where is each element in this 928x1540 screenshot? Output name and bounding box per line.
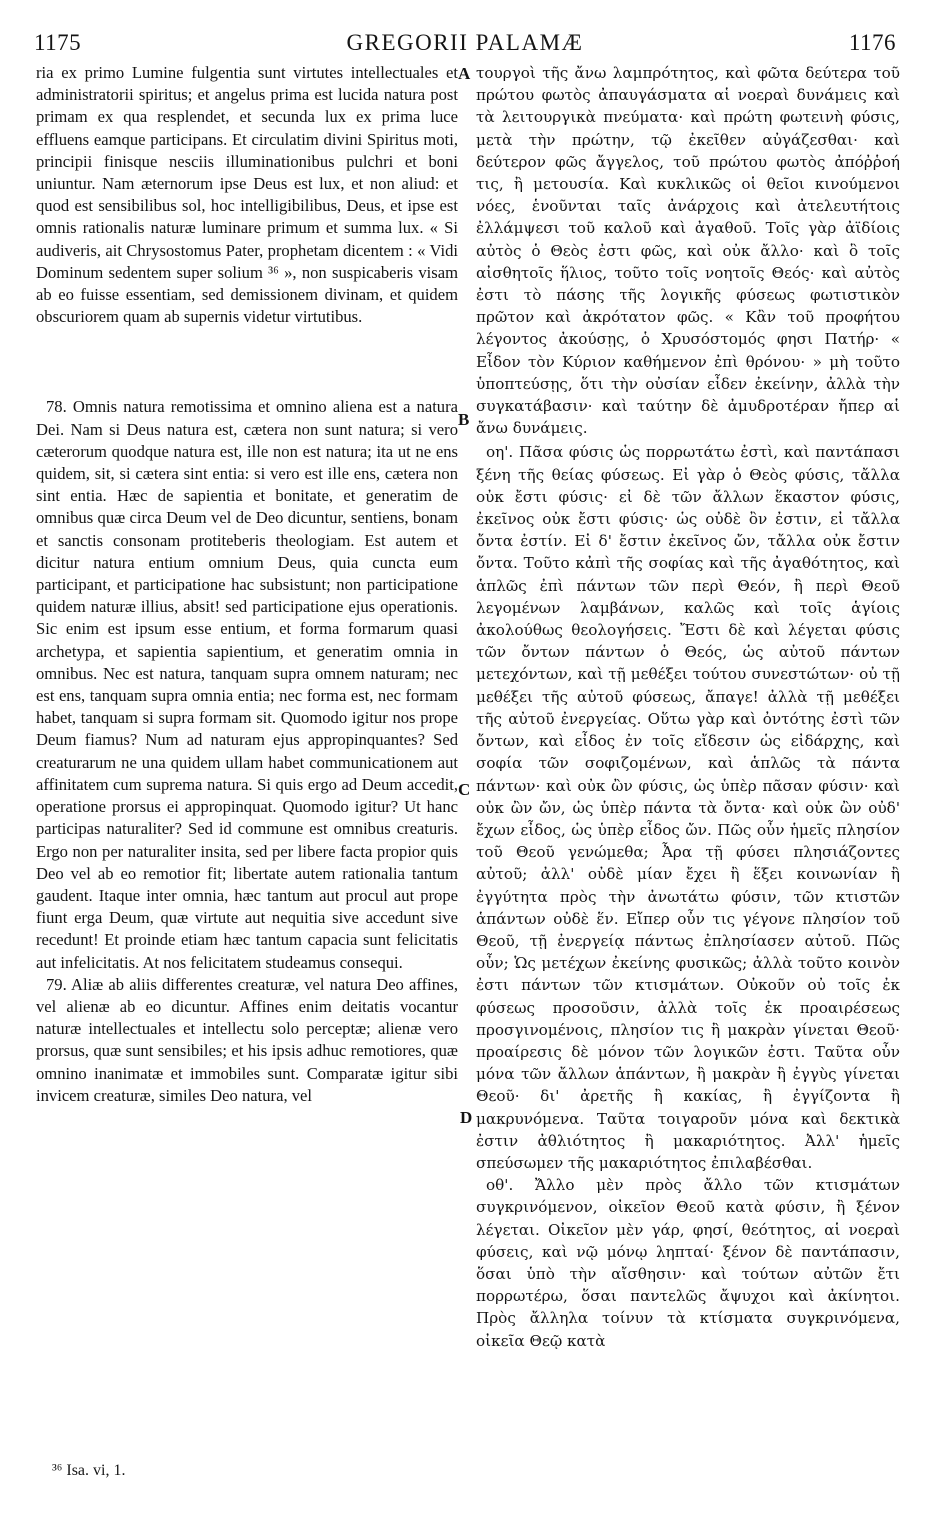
margin-marker-c: C — [458, 780, 471, 799]
latin-paragraph-79: 79. Aliæ ab aliis differentes creaturæ, vel natura Deo affines, vel alienæ ab eo dicuntur. Affines enim deitatis vocantur naturæ intellectuales et intellectu solo perceptæ; alienæ vero prorsus, quæ sunt sensibiles; et his ipsis adhuc remotiores, quæ omnino inanimatæ et immobiles sunt. Comparatæ igitur sibi invicem creaturæ, similes Deo natura, vel — [36, 974, 458, 1105]
page-header — [34, 30, 896, 62]
margin-marker-a: A — [458, 64, 471, 83]
footnote: ³⁶ Isa. vi, 1. — [52, 1462, 126, 1479]
greek-paragraph-79: οθ'. Ἄλλο μὲν πρὸς ἄλλο τῶν κτισμάτων συγκρινόμενον, οἰκεῖον Θεοῦ κατὰ φύσιν, ἢ ξένον λέγεται. Οἰκεῖον μὲν γάρ, φησί, θεότητος, αἱ νοεραὶ φύσεις, καὶ νῷ μόνῳ ληπταί· ξένον δὲ παντάπασιν, ὅσαι ὑπὸ τὴν αἴσθησιν· καὶ τούτων αὐτῶν ἔτι πορρωτέρω, ὅσαι παντελῶς ἄψυχοι καὶ ἀκίνητοι. Πρὸς ἄλληλα τοίνυν τὰ κτίσματα συγκρινόμενα, οἰκεῖα Θεῷ κατὰ — [476, 1176, 900, 1350]
margin-marker-d: D — [460, 1108, 473, 1127]
greek-column — [476, 62, 900, 1352]
latin-paragraph-78: 78. Omnis natura remotissima et omnino aliena est a natura Dei. Nam si Deus natura est, cætera non sunt natura; si vero cæterorum quodque natura est, ille non est natura; ita ut ne ens quidem, sit, si cætera sint entia: si vero est ille ens, cætera non sint entia. Hæc de sapientia et bonitate, et generatim de omnibus quæ circa Deum vel de Deo dicuntur, sentiens, bonam et sanctis consonam protiteberis theologiam. Est autem et dicitur natura entium omnium Deus, quia cuncta eum participant, et participatione hac subsistunt; non participatione quidem naturæ illius, absit! sed participatione ejus operationis. Sic enim est ipsum esse entium, et forma formarum quasi archetypa, et sapientia sapientium, et generatim omnia in omnibus. Nec est natura, tanquam supra omnem naturam; nec est ens, tanquam supra omnia entia; nec forma est, nec formam habet, tanquam si supra formam sit. Quomodo igitur nos prope Deum fiamus? Num ad naturam ejus appropinquantes? Sed creaturarum ne una quidem ullam habet communicationem aut affinitatem cum suprema natura. Si quis ergo ad Deum accedit, operatione prorsus ei appropinquat. Quomodo igitur? Ut hanc participas naturaliter? Sed id commune est omnibus creaturis. Ergo non per naturaliter insita, sed per libere facta propior quis Deo vel ab eo remotior fit; libertate autem rationalia tantum gaudent. Itaque inter omnia, hæc tantum aut procul aut prope fiunt erga Deum, quæ virtute aut nequitia sive accedunt sive recedunt! Et proinde etiam hæc tantum capacia sunt felicitatis aut infelicitatis. At nos felicitatem studeamus consequi. — [36, 397, 458, 972]
latin-paragraph-77-end: ria ex primo Lumine fulgentia sunt virtutes intellectuales et administratorii spiritus; et angelus prima est lucida natura post primam ex qua resplendet, et secunda lux ex prima luce effluens eamque participans. Et circulatim divini Spiritus moti, principii finisque nesciis illuminationibus pulchri et boni uniuntur. Nam æternorum ipse Deus est lux, et non aliud: et quod est sensibilibus sol, hoc intelligibilibus, Deus, et ipse est omnis rationalis naturæ luminare primum et summa lux. « Si audiveris, ait Chrysostomus Pater, prophetam dicentem : « Vidi Dominum sedentem super solium ³⁶ », non suspicaberis visam ab eo fuisse essentiam, sed demissionem divinam, et quidem obscuriorem quam ab supernis videtur virtutibus. — [36, 63, 458, 327]
margin-marker-b: B — [458, 410, 470, 429]
right-column-number: 1176 — [848, 30, 896, 55]
latin-column — [36, 62, 458, 1107]
left-column-number: 1175 — [34, 30, 82, 55]
greek-paragraph-77-end: τουργοὶ τῆς ἄνω λαμπρότητος, καὶ φῶτα δεύτερα τοῦ πρώτου φωτὸς ἀπαυγάσματα αἱ νοεραὶ δυνάμεις καὶ τὰ λειτουργικὰ πνεύματα· καὶ πρώτη φωτεινὴ φύσις, μετὰ τὴν πρώτην, τῷ ἐκεῖθεν αὐγάζεσθαι· καὶ δεύτερον φῶς ἄγγελος, τοῦ πρώτου φωτὸς ἀπόῤῥοή τις, ἢ μετουσία. Καὶ κυκλικῶς οἱ θεῖοι κινούμενοι νόες, ἑνοῦνται ταῖς ἀνάρχοις καὶ ἀτελευτήτοις ἐλλάμψεσι τοῦ καλοῦ καὶ ἀγαθοῦ. Τοῖς γὰρ ἀϊδίοις αὐτὸς ὁ Θεὸς ἐστι φῶς, καὶ οὐκ ἄλλο· καὶ ὃ τοῖς αἰσθητοῖς ἥλιος, τοῦτο τοῖς νοητοῖς Θεός· καὶ αὐτὸς ἐστι τὸ πάσης τῆς λογικῆς φύσεως φωτιστικὸν πρῶτον καὶ ἀκρότατον φῶς. « Κἂν τοῦ προφήτου λέγοντος ἀκούσῃς, ὁ Χρυσόστομός φησι Πατήρ· « Εἶδον τὸν Κύριον καθήμενον ἐπὶ θρόνου· » μὴ τοῦτο ὑποπτεύσῃς, ὅτι τὴν οὐσίαν εἶδεν ἐκείνην, ἀλλὰ τὴν συγκατάβασιν· καὶ ταύτην δὲ ἀμυδροτέραν ἤπερ αἱ ἄνω δυνάμεις. — [476, 64, 900, 438]
running-title: GREGORII PALAMÆ — [346, 30, 584, 55]
greek-paragraph-78: οη'. Πᾶσα φύσις ὡς πορρωτάτω ἐστὶ, καὶ παντάπασι ξένη τῆς θείας φύσεως. Εἰ γὰρ ὁ Θεὸς φύσις, τἄλλα οὐκ ἔστι φύσις· εἰ δὲ τῶν ἄλλων ἕκαστον φύσις, ἐκεῖνος οὐκ ἔστι φύσις· ὡς οὐδὲ ὂν ἐστιν, εἰ τἄλλα ὄντα ἐστίν. Εἰ δ' ἔστιν ἐκεῖνος ὤν, τἄλλα οὐκ ἔστιν ὄντα. Τοῦτο κἀπὶ τῆς σοφίας καὶ τῆς ἀγαθότητος, καὶ ἁπλῶς ἐπὶ πάντων τῶν περὶ Θεόν, ἢ περὶ Θεοῦ λεγομένων λαμβάνων, καλῶς καὶ τοῖς ἁγίοις ἀκολούθως θεολογήσεις. Ἔστι δὲ καὶ λέγεται φύσις τῶν ὄντων πάντων ὁ Θεός, ὡς αὐτοῦ πάντων μετεχόντων, καὶ τῇ μεθέξει τούτου συνεστώτων· οὐ τῇ μεθέξει τῆς αὐτοῦ φύσεως, ἄπαγε! ἀλλὰ τῇ μεθέξει τῆς αὐτοῦ ἐνεργείας. Οὕτω γὰρ καὶ ὀντότης ἐστὶ τῶν ὄντων, καὶ εἶδος ἐν τοῖς εἴδεσιν ὡς εἰδάρχης, καὶ σοφία τῶν σοφιζομένων, καὶ ἁπλῶς τὰ πάντα πάντων· καὶ οὐκ ὢν φύσις, ὡς ὑπὲρ πᾶσαν φύσιν· καὶ οὐκ ὢν ὤν, ὡς ὑπὲρ πάντα τὰ ὄντα· καὶ οὐκ ὢν οὐδ' ἔχων εἶδος, ὡς ὑπὲρ εἶδος ὤν. Πῶς οὖν ἡμεῖς πλησίον τοῦ Θεοῦ γενώμεθα; Ἆρα τῇ φύσει πλησιάζοντες αὐτοῦ; ἀλλ' οὐδὲ μίαν ἔχει ἢ ἕξει κοινωνίαν ἢ ἐγγύτητα πρὸς τὴν ἀνωτάτω φύσιν, τῶν κτιστῶν ἁπάντων οὐδὲ ἕν. Εἴπερ οὖν τις γέγονε πλησίον τοῦ Θεοῦ, τῇ ἐνεργείᾳ πάντως ἐπλησίασεν αὐτοῦ. Πῶς οὖν; Ὡς μετέχων ἐκείνης φυσικῶς; ἀλλὰ τοῦτο κοινὸν ἐστι πάντων τῶν κτισμάτων. Οὐκοῦν οὐ τοῖς ἐκ φύσεως προσοῦσιν, ἀλλὰ τοῖς ἐκ προαιρέσεως προσγινομένοις, πλησίον τις ἢ μακρὰν γίνεται Θεοῦ· προαίρεσις δὲ μόνον τῶν λογικῶν ἐστι. Ταῦτα οὖν μόνα τῶν ἄλλων ἁπάντων, ἢ μακρὰν ἢ ἐγγὺς γίνεται Θεοῦ· δι' ἀρετῆς ἢ κακίας, ἢ ἐγγίζοντα ἢ μακρυνόμενα. Ταῦτα τοιγαροῦν μόνα καὶ δεκτικὰ ἐστιν ἀθλιότητος ἢ μακαριότητος. Ἀλλ' ἡμεῖς σπεύσωμεν τῆς μακαριότητος ἐπιλαβέσθαι. — [476, 443, 900, 1172]
